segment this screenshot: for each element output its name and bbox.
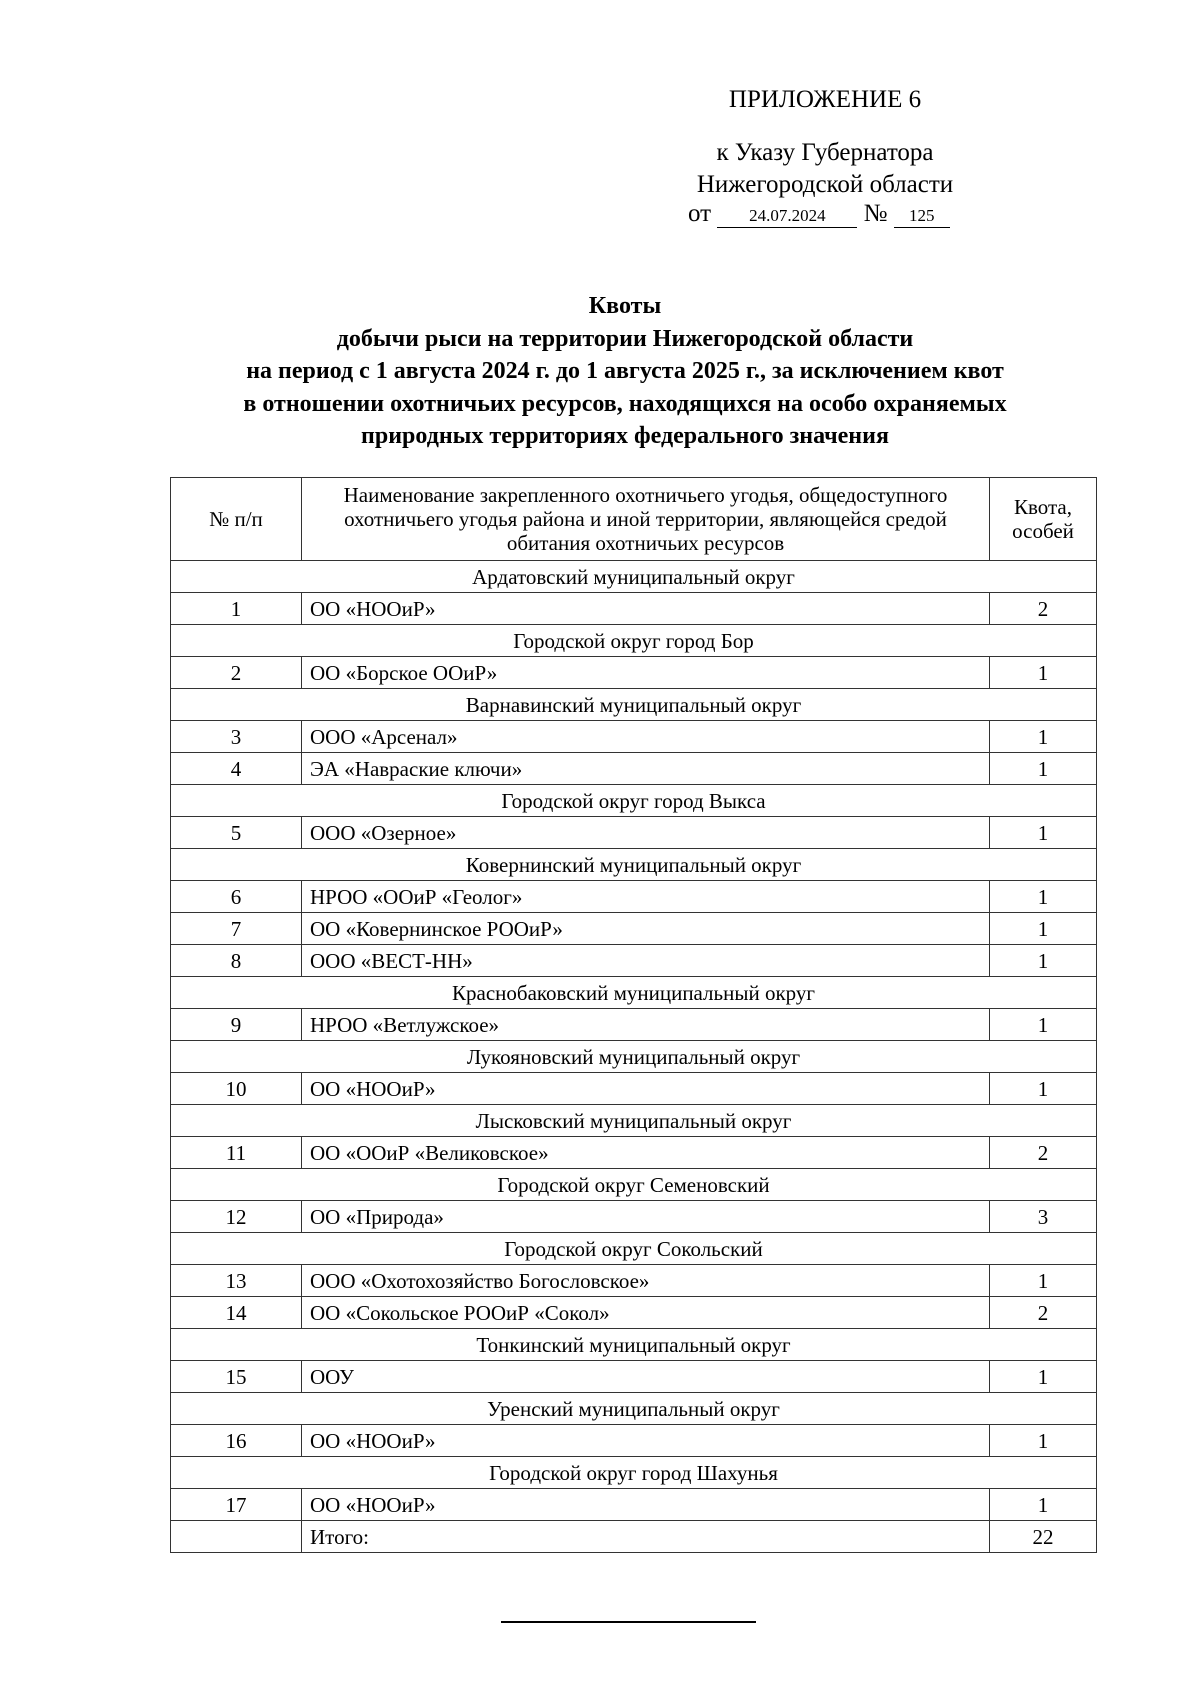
title-line-2: добычи рыси на территории Нижегородской области: [336, 325, 914, 352]
total-row: [171, 1521, 1097, 1553]
table-row: [171, 1137, 1097, 1169]
title-line-5: природных территориях федерального значения: [361, 423, 889, 449]
section-name: Городской округ город Бор: [171, 625, 1097, 657]
table-row: [171, 1489, 1097, 1521]
table-row: [171, 881, 1097, 913]
section-name: Городской округ Сокольский: [171, 1233, 1097, 1265]
section-row: [171, 977, 1097, 1009]
row-number: 17: [171, 1489, 302, 1521]
section-name: Краснобаковский муниципальный округ: [171, 977, 1097, 1009]
title-line-4: в отношении охотничьих ресурсов, находящихся на особо охраняемых: [243, 390, 1007, 417]
hunting-ground-name: ЭА «Навраские ключи»: [302, 753, 990, 785]
total-value: 22: [990, 1521, 1097, 1553]
hunting-ground-name: ООО «Озерное»: [302, 817, 990, 849]
quota-value: 1: [990, 881, 1097, 913]
row-number: 6: [171, 881, 302, 913]
number-sign: №: [863, 200, 888, 227]
date-prefix: от: [688, 200, 712, 227]
table-row: [171, 1265, 1097, 1297]
table-row: [171, 657, 1097, 689]
hunting-ground-name: ОО «Сокольское РООиР «Сокол»: [302, 1297, 990, 1329]
row-number: 1: [171, 593, 302, 625]
row-number: 4: [171, 753, 302, 785]
document-title: [150, 290, 1100, 453]
quota-value: 2: [990, 593, 1097, 625]
section-row: [171, 1393, 1097, 1425]
table-row: [171, 1073, 1097, 1105]
quota-value: 1: [990, 721, 1097, 753]
table-row: [171, 753, 1097, 785]
row-number: 16: [171, 1425, 302, 1457]
decree-number: 125: [894, 205, 950, 228]
decree-line-2: Нижегородской области: [696, 171, 954, 198]
decree-date: 24.07.2024: [717, 205, 857, 228]
column-header-number: № п/п: [171, 478, 302, 561]
section-row: [171, 625, 1097, 657]
hunting-ground-name: ООО «Арсенал»: [302, 721, 990, 753]
table-row: [171, 817, 1097, 849]
hunting-ground-name: ОО «Ковернинское РООиР»: [302, 913, 990, 945]
table-row: [171, 721, 1097, 753]
table-row: [171, 1297, 1097, 1329]
hunting-ground-name: ОО «НООиР»: [302, 1489, 990, 1521]
section-name: Городской округ город Шахунья: [171, 1457, 1097, 1489]
section-name: Лукояновский муниципальный округ: [171, 1041, 1097, 1073]
row-number: 12: [171, 1201, 302, 1233]
table-row: [171, 1009, 1097, 1041]
hunting-ground-name: ОО «Борское ООиР»: [302, 657, 990, 689]
quota-value: 1: [990, 1009, 1097, 1041]
section-name: Лысковский муниципальный округ: [171, 1105, 1097, 1137]
section-row: [171, 689, 1097, 721]
quota-table: [170, 477, 1097, 1553]
row-number: 2: [171, 657, 302, 689]
row-number: 8: [171, 945, 302, 977]
section-name: Ардатовский муниципальный округ: [171, 561, 1097, 593]
section-row: [171, 1457, 1097, 1489]
table-row: [171, 1201, 1097, 1233]
row-number: 9: [171, 1009, 302, 1041]
quota-value: 1: [990, 817, 1097, 849]
section-name: Тонкинский муниципальный округ: [171, 1329, 1097, 1361]
end-divider: [501, 1621, 756, 1623]
quota-value: 2: [990, 1137, 1097, 1169]
hunting-ground-name: ОО «НООиР»: [302, 1425, 990, 1457]
quota-value: 1: [990, 945, 1097, 977]
section-row: [171, 561, 1097, 593]
row-number: 7: [171, 913, 302, 945]
quota-value: 1: [990, 1361, 1097, 1393]
title-line-3: на период с 1 августа 2024 г. до 1 августа 2025 г., за исключением квот: [246, 358, 1004, 384]
quota-value: 1: [990, 1265, 1097, 1297]
section-row: [171, 849, 1097, 881]
hunting-ground-name: ООО «Охотохозяйство Богословское»: [302, 1265, 990, 1297]
row-number: 13: [171, 1265, 302, 1297]
section-row: [171, 785, 1097, 817]
quota-value: 1: [990, 753, 1097, 785]
quota-value: 1: [990, 913, 1097, 945]
row-number: 15: [171, 1361, 302, 1393]
column-header-quota: Квота, особей: [990, 478, 1097, 561]
section-row: [171, 1329, 1097, 1361]
quota-value: 1: [990, 657, 1097, 689]
decree-line-1: к Указу Губернатора: [716, 139, 934, 166]
table-row: [171, 945, 1097, 977]
section-name: Городской округ город Выкса: [171, 785, 1097, 817]
hunting-ground-name: ОО «НООиР»: [302, 1073, 990, 1105]
hunting-ground-name: ОО «ООиР «Великовское»: [302, 1137, 990, 1169]
section-name: Ковернинский муниципальный округ: [171, 849, 1097, 881]
section-row: [171, 1041, 1097, 1073]
hunting-ground-name: НРОО «Ветлужское»: [302, 1009, 990, 1041]
quota-value: 1: [990, 1425, 1097, 1457]
total-label: Итого:: [302, 1521, 990, 1553]
column-header-name: Наименование закрепленного охотничьего угодья, общедоступного охотничьего угодья района и иной территории, являющейся средой обитания охотничьих ресурсов: [302, 478, 990, 561]
hunting-ground-name: ОО «Природа»: [302, 1201, 990, 1233]
section-row: [171, 1169, 1097, 1201]
hunting-ground-name: НРОО «ООиР «Геолог»: [302, 881, 990, 913]
quota-value: 2: [990, 1297, 1097, 1329]
table-row: [171, 593, 1097, 625]
hunting-ground-name: ООО «ВЕСТ-НН»: [302, 945, 990, 977]
hunting-ground-name: ОО «НООиР»: [302, 593, 990, 625]
total-number-empty: [171, 1521, 302, 1553]
table-row: [171, 1425, 1097, 1457]
section-name: Городской округ Семеновский: [171, 1169, 1097, 1201]
quota-value: 1: [990, 1489, 1097, 1521]
decree-date-number: [688, 200, 950, 228]
title-line-1: Квоты: [588, 293, 662, 319]
row-number: 3: [171, 721, 302, 753]
row-number: 11: [171, 1137, 302, 1169]
section-row: [171, 1105, 1097, 1137]
section-name: Варнавинский муниципальный округ: [171, 689, 1097, 721]
row-number: 10: [171, 1073, 302, 1105]
row-number: 5: [171, 817, 302, 849]
table-header-row: [171, 478, 1097, 561]
quota-value: 1: [990, 1073, 1097, 1105]
table-row: [171, 913, 1097, 945]
hunting-ground-name: ООУ: [302, 1361, 990, 1393]
section-row: [171, 1233, 1097, 1265]
section-name: Уренский муниципальный округ: [171, 1393, 1097, 1425]
table-row: [171, 1361, 1097, 1393]
quota-value: 3: [990, 1201, 1097, 1233]
row-number: 14: [171, 1297, 302, 1329]
decree-reference: [655, 137, 995, 201]
appendix-label: ПРИЛОЖЕНИЕ 6: [728, 86, 922, 113]
